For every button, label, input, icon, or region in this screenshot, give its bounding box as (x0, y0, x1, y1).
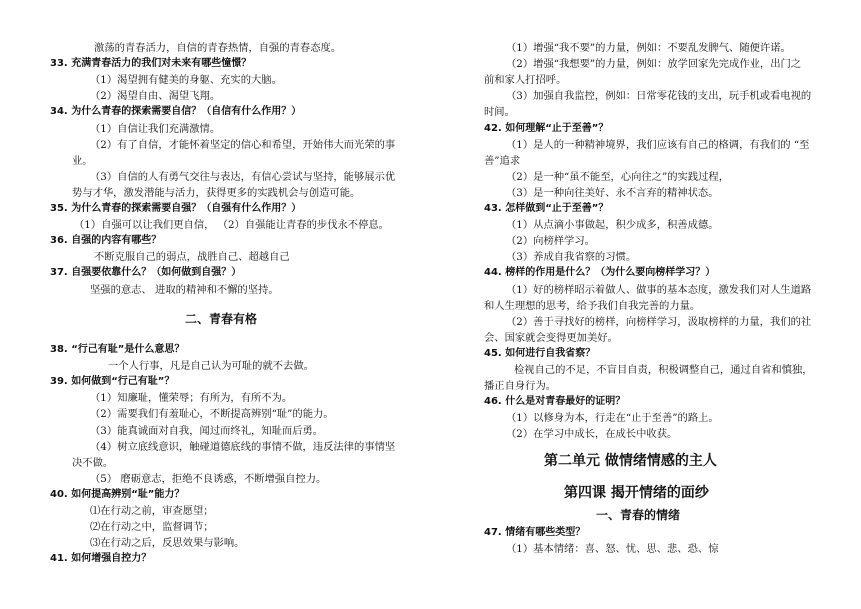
question-heading: 44. 榜样的作用是什么？（为什么要向榜样学习？） (484, 267, 716, 279)
answer-text: （1）好的榜样昭示着做人、做事的基本态度，激发我们对人生道路 (506, 283, 812, 296)
answer-text: （1）渴望拥有健美的身躯、充实的大脑。 (90, 74, 282, 87)
answer-text: 前和家人打招呼。 (484, 74, 567, 87)
answer-text: 会、国家就会变得更加美好。 (484, 331, 618, 344)
answer-text: （3）是一种向往美好、永不言弃的精神状态。 (506, 186, 719, 199)
question-heading: 34. 为什么青春的探索需要自信？（自信有什么作用？） (50, 106, 302, 118)
answer-text: （2）需要我们有羞耻心，不断提高辨别“耻”的能力。 (90, 408, 334, 421)
unit-title: 第二单元 做情绪情感的主人 (544, 453, 717, 469)
answer-text: （1）自信让我们充满激情。 (90, 122, 221, 135)
answer-text: （1）自强可以让我们更自信， （2）自强能让青春的步伐永不停息。 (74, 219, 389, 232)
question-heading: 45. 如何进行自我省察？ (484, 347, 596, 359)
answer-text: ⑵在行动之中，监督调节； (90, 521, 214, 534)
answer-text: 时间。 (484, 106, 515, 119)
answer-text: 检视自己的不足，不盲目自责，积极调整自己，通过自省和慎独， (514, 364, 813, 376)
section-title-right: 一、青春的情绪 (596, 508, 681, 522)
answer-text: （2）是一种“虽不能至，心向往之”的实践过程， (506, 170, 730, 183)
question-heading: 46. 什么是对青春最好的证明？ (484, 396, 626, 408)
question-heading: 33. 充满青春活力的我们对未来有哪些憧憬？ (50, 58, 252, 70)
answer-text: （1）以修身为本，行走在“止于至善”的路上。 (506, 412, 719, 425)
answer-text: （1）增强“我不要”的力量，例如：不要乱发脾气、随便许诺。 (506, 42, 791, 54)
answer-text: （5） 磨砺意志，拒绝不良诱惑，不断增强自控力。 (90, 472, 327, 485)
lesson-title: 第四课 揭开情绪的面纱 (564, 485, 709, 501)
answer-text: （3）加强自我监控，例如：日常零花钱的支出，玩手机或看电视的 (506, 90, 812, 103)
answer-text: （4）树立底线意识，触碰道德底线的事情不做，违反法律的事情坚 (90, 440, 396, 453)
answer-text: （3）自信的人有勇气交往与表达，有信心尝试与坚持，能够展示优 (90, 170, 396, 183)
answer-text: （2）有了自信，才能怀着坚定的信心和希望，开始伟大而光荣的事 (90, 138, 396, 151)
answer-text: 播正自身行为。 (484, 380, 557, 393)
answer-text: 激荡的青春活力，自信的青春热情，自强的青春态度。 (94, 42, 342, 54)
answer-text: 决不做。 (72, 456, 114, 469)
question-heading: 43. 怎样做到“止于至善”？ (484, 203, 609, 214)
section-title: 二、青春有格 (185, 312, 258, 326)
answer-text: （2）向榜样学习。 (506, 235, 595, 248)
answer-text: （3）养成自我省察的习惯。 (506, 251, 637, 264)
question-heading: 39. 如何做到“行己有耻”？ (50, 376, 175, 388)
question-heading: 47. 情绪有哪些类型？ (484, 527, 586, 538)
question-heading: 35. 为什么青春的探索需要自强？（自强有什么作用？） (50, 203, 302, 214)
answer-text: （2）增强“我想要”的力量，例如：放学回家先完成作业，出门之 (506, 58, 802, 71)
answer-text: （2）渴望自由、渴望飞翔。 (90, 90, 221, 103)
answer-text: ⑴在行动之前，审查愿望； (90, 505, 214, 517)
answer-text: （1）是人的一种精神境界，我们应该有自己的格调，有我们的 “至 (506, 138, 810, 151)
answer-text: 势与才华，激发潜能与活力，获得更多的实践机会与创造可能。 (72, 186, 361, 199)
answer-text: 和人生理想的思考，给予我们自我完善的力量。 (484, 299, 701, 312)
question-heading: 37. 自强要依靠什么？（如何做到自强？） (50, 267, 242, 279)
answer-text: 善”追求 (484, 154, 521, 167)
question-heading: 40. 如何提高辨别“耻”能力？ (50, 488, 185, 500)
answer-text: （2）善于寻找好的榜样，向榜样学习，汲取榜样的力量，我们的社 (506, 315, 812, 328)
answer-text: 一个人行事，凡是自己认为可耻的就不去做。 (108, 360, 314, 373)
answer-text: 业。 (72, 154, 93, 167)
answer-text: 坚强的意志、 进取的精神和不懈的坚持。 (90, 283, 279, 296)
question-heading: 42. 如何理解“止于至善”？ (484, 122, 609, 134)
question-heading: 41. 如何增强自控力？ (50, 553, 152, 565)
question-heading: 38. “行己有耻”是什么意思？ (50, 344, 185, 355)
answer-text: （1）从点滴小事做起，积少成多，积善成德。 (506, 219, 719, 232)
answer-text: （3）能真诚面对自我，闻过而终礼，知耻而后勇。 (90, 424, 324, 437)
answer-text: （1）基本情绪：喜、怒、忧、思、悲、恐、惊 (506, 543, 719, 556)
answer-text: （2）在学习中成长，在成长中收获。 (506, 428, 678, 441)
answer-text: 不断克服自己的弱点，战胜自己、超越自己 (94, 251, 290, 264)
answer-text: ⑶在行动之后，反思效果与影响。 (90, 537, 245, 550)
answer-text: （1）知廉耻，懂荣辱；有所为，有所不为。 (90, 392, 293, 405)
question-heading: 36. 自强的内容有哪些？ (50, 235, 162, 247)
